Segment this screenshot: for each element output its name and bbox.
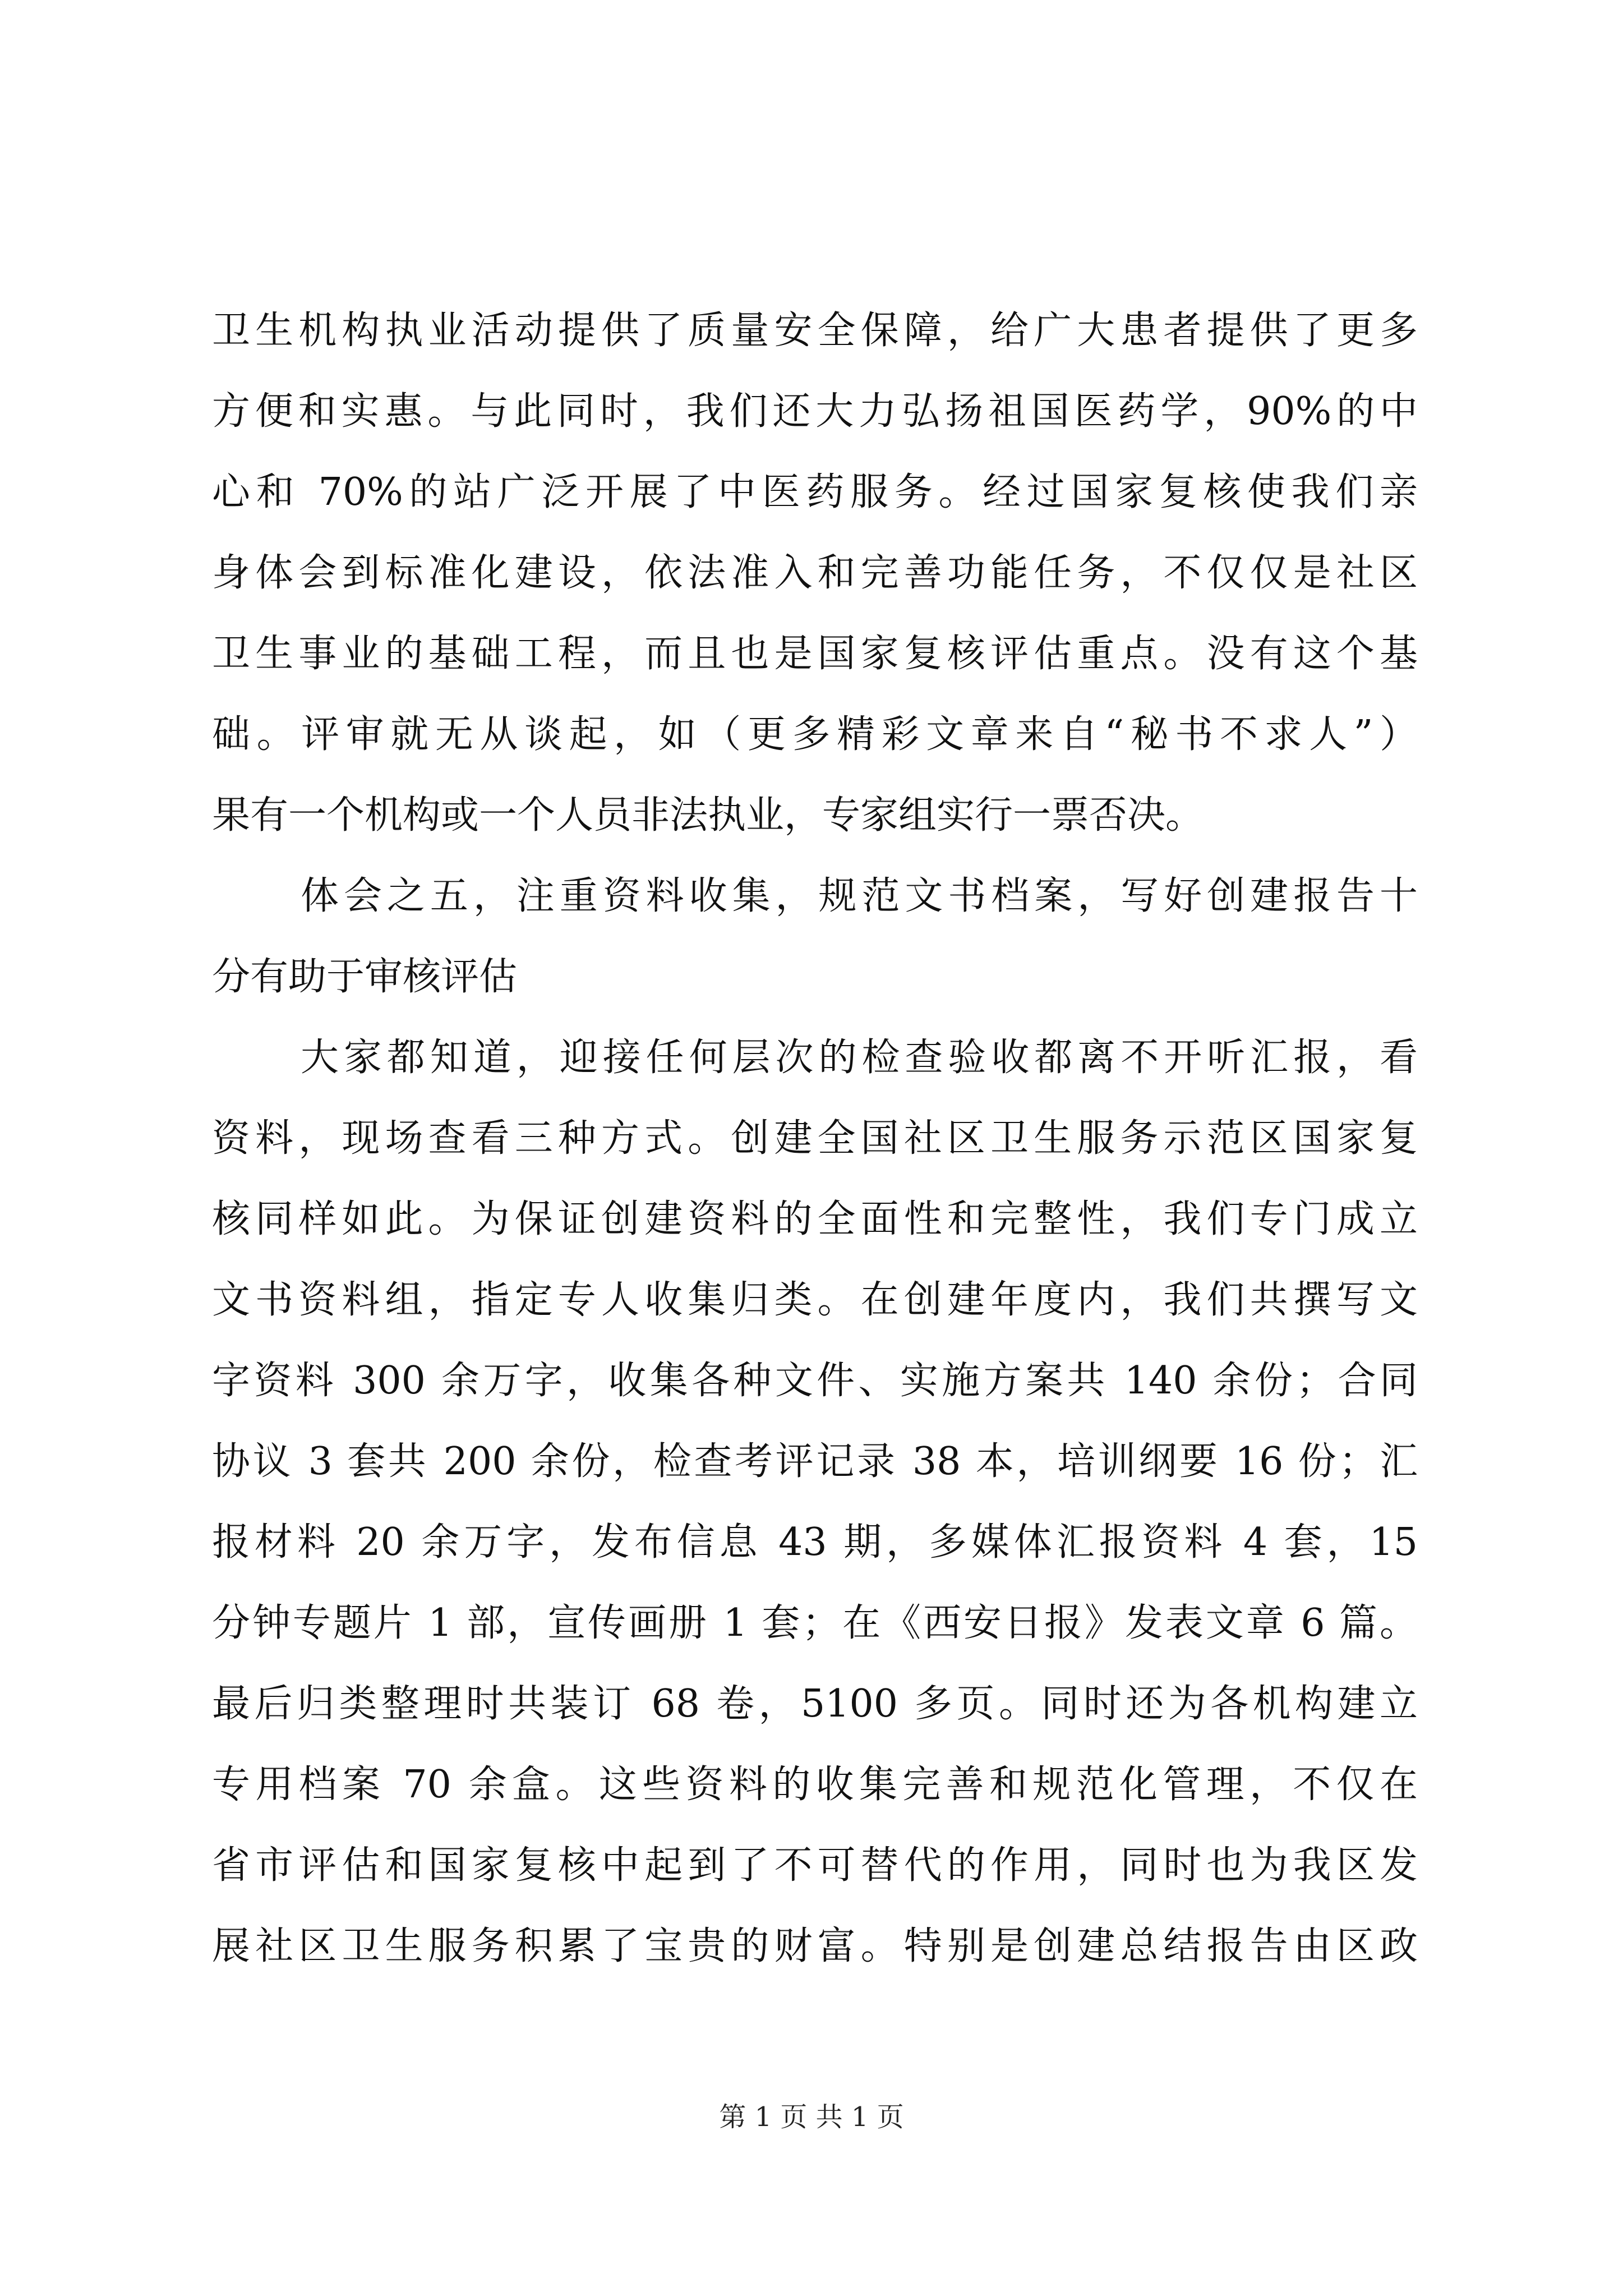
text-line: 协议 3 套共 200 余份，检查考评记录 38 本，培训纲要 16 份；汇: [212, 1439, 1418, 1484]
text-line: 大家都知道，迎接任何层次的检查验收都离不开听汇报，看: [301, 1036, 1418, 1080]
text-line: 报材料 20 余万字，发布信息 43 期，多媒体汇报资料 4 套，15: [212, 1520, 1418, 1565]
text-line: 文书资料组，指定专人收集归类。在创建年度内，我们共撰写文: [212, 1278, 1418, 1322]
page-footer: 第 1 页 共 1 页: [719, 2101, 904, 2133]
document-body: [212, 291, 1418, 1987]
text-line: 身体会到标准化建设，依法准入和完善功能任务，不仅仅是社区: [212, 551, 1418, 595]
text-line: 果有一个机构或一个人员非法执业，专家组实行一票否决。: [212, 793, 1204, 838]
text-line: 础。评审就无从谈起，如（更多精彩文章来自“秘书不求人”）: [212, 712, 1418, 757]
section-heading-line: 分有助于审核评估: [212, 955, 518, 999]
text-line: 展社区卫生服务积累了宝贵的财富。特别是创建总结报告由区政: [212, 1924, 1418, 1968]
text-line: 卫生事业的基础工程，而且也是国家复核评估重点。没有这个基: [212, 632, 1418, 676]
text-line: 专用档案 70 余盒。这些资料的收集完善和规范化管理，不仅在: [212, 1763, 1418, 1807]
section-heading-line: 体会之五，注重资料收集，规范文书档案，写好创建报告十: [301, 874, 1418, 918]
text-line: 资料，现场查看三种方式。创建全国社区卫生服务示范区国家复: [212, 1116, 1418, 1161]
text-line: 心和 70%的站广泛开展了中医药服务。经过国家复核使我们亲: [212, 470, 1418, 514]
text-line: 卫生机构执业活动提供了质量安全保障，给广大患者提供了更多: [212, 309, 1418, 353]
text-line: 字资料 300 余万字，收集各种文件、实施方案共 140 余份；合同: [212, 1359, 1418, 1403]
text-line: 省市评估和国家复核中起到了不可替代的作用，同时也为我区发: [212, 1843, 1418, 1888]
text-line: 最后归类整理时共装订 68 卷，5100 多页。同时还为各机构建立: [212, 1682, 1418, 1726]
text-line: 核同样如此。为保证创建资料的全面性和完整性，我们专门成立: [212, 1197, 1418, 1241]
text-line: 分钟专题片 1 部，宣传画册 1 套；在《西安日报》发表文章 6 篇。: [212, 1601, 1418, 1645]
text-line: 方便和实惠。与此同时，我们还大力弘扬祖国医药学，90%的中: [212, 389, 1418, 434]
